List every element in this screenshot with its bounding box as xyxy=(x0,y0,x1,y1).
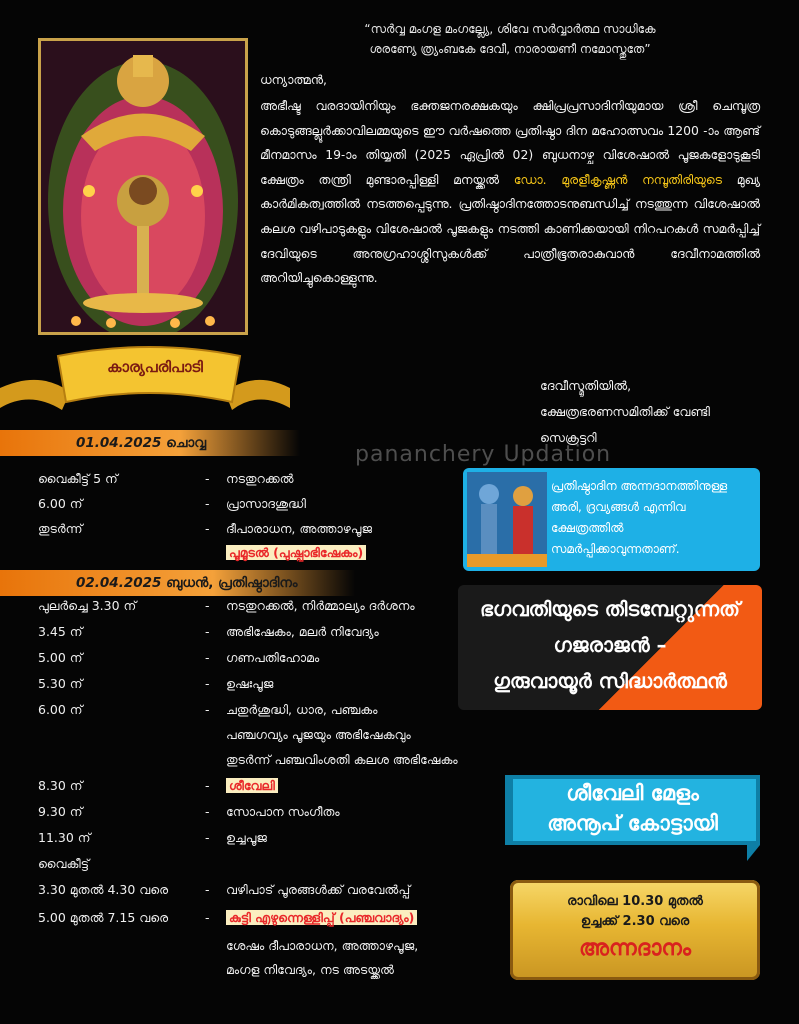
day2-row-7-event: സോപാന സംഗീതം xyxy=(226,804,340,819)
ribbon-label: കാര്യപരിപാടി xyxy=(107,358,203,376)
day2-row-4-event: ഉഷഃപൂജ xyxy=(226,676,274,691)
paragraph-highlight-name: ഡോ. മുരളീകൃഷ്ണൻ നമ്പൂതിരിയുടെ xyxy=(513,171,722,187)
day1-row-3-event: ദീപാരാധന, അത്താഴപൂജ xyxy=(226,521,372,536)
day2-row-1-time: പുലർച്ചെ 3.30 ന് xyxy=(38,598,137,613)
deity-illustration xyxy=(41,41,245,332)
day1-special xyxy=(226,545,366,561)
day1-row-3-time: തുടർന്ന് xyxy=(38,521,83,536)
day2-row-7-dash: - xyxy=(205,804,210,819)
day1-row-1-time: വൈകീട്ട് 5 ന് xyxy=(38,471,118,486)
kutti-ezhunnellippu-label: കുട്ടി എഴുന്നെള്ളിപ്പ് (പഞ്ചവാദ്യം) xyxy=(226,910,417,925)
gaja-line-3: ഗുരുവായൂർ സിദ്ധാർത്ഥൻ xyxy=(493,669,727,693)
day2-row-5-dash: - xyxy=(205,702,210,717)
paragraph-part-2: മുഖ്യ കാർമികത്വത്തിൽ നടത്തപ്പെടുന്നു. പ്രതിഷ്ഠാദിനത്തോടനുബന്ധിച്ച് നടത്തുന്ന വിശേഷാൽ കലശ വഴിപാടുകളും വിശേഷാൽ പൂജകളും നടത്തി കാണിക്കയായി നിറപറകൾ സമർപ്പിച്ച് ദേവിയുടെ അനുഗ്രഹാശ്ശിസുകൾക്ക് പാത്രീഭൂതരാകുവാൻ ദേവീനാമത്തിൽ അറിയിച്ചുകൊള്ളുന്നു. xyxy=(260,171,760,286)
day1-row-2-dash: - xyxy=(205,496,210,511)
day2-row-6-event xyxy=(226,778,278,794)
day2-row-8-time: 11.30 ന് xyxy=(38,830,91,845)
day2-date-bar xyxy=(0,570,355,596)
watermark: pananchery Updation xyxy=(355,442,612,467)
day2-row-2-time: 3.45 ന് xyxy=(38,624,83,639)
annadanam-box xyxy=(510,880,760,980)
anna-title: അന്നദാനം xyxy=(578,936,692,961)
day2-row-6-dash: - xyxy=(205,778,210,793)
day1-date-bar xyxy=(0,430,300,456)
gaja-line-1: ഭഗവതിയുടെ തിടമ്പേറ്റുന്നത് xyxy=(479,597,740,621)
sloka-line-1: “സർവ്വ മംഗള മംഗല്ല്യേ, ശിവേ സർവ്വാർത്ഥ സാധികേ xyxy=(364,22,656,36)
day2-row-1-dash: - xyxy=(205,598,210,613)
info-line-4: സമർപ്പിക്കാവുന്നതാണ്. xyxy=(551,542,680,556)
deity-couple-icon xyxy=(467,472,547,567)
elephant-info-box xyxy=(458,585,762,710)
day2-row-9-time: 3.30 മുതൽ 4.30 വരെ xyxy=(38,882,169,897)
day2-row-10-time: 5.00 മുതൽ 7.15 വരെ xyxy=(38,910,169,925)
day2-row-9-event: വഴിപാട് പൂരങ്ങൾക്ക് വരവേൽപ്പ് xyxy=(226,882,411,897)
gaja-line-2: ഗജരാജൻ – xyxy=(553,633,667,657)
program-ribbon xyxy=(0,340,300,425)
day2-row-8-event: ഉച്ചപൂജ xyxy=(226,830,267,845)
day2-row-4-dash: - xyxy=(205,676,210,691)
signature-line-1: ദേവീസ്മൃതിയിൽ, xyxy=(540,378,632,393)
day1-date: 01.04.2025 xyxy=(76,435,162,451)
day2-row-7-time: 9.30 ന് xyxy=(38,804,83,819)
info-text xyxy=(551,476,756,560)
day2-row-1-event: നടതുറക്കൽ, നിർമ്മാല്യം ദർശനം xyxy=(226,598,415,613)
day1-row-2-event: പ്രാസാദശുദ്ധി xyxy=(226,496,306,511)
temple-deity-photo xyxy=(38,38,248,335)
day1-row-3-dash: - xyxy=(205,521,210,536)
day2-row-5-event: ചതുർശുദ്ധി, ധാര, പഞ്ചകം xyxy=(226,702,378,717)
day2-row-6-time: 8.30 ന് xyxy=(38,778,83,793)
signature-line-2: ക്ഷേത്രഭരണസമിതിക്ക് വേണ്ടി xyxy=(540,404,710,419)
letter-paragraph xyxy=(260,94,760,291)
day2-row-2-event: അഭിഷേകം, മലർ നിവേദ്യം xyxy=(226,624,379,639)
day1-row-1-dash: - xyxy=(205,471,210,486)
day1-special-label: പൂമൂടൽ (പുഷ്പാഭിഷേകം) xyxy=(226,545,366,560)
day2-date: 02.04.2025 xyxy=(76,575,162,591)
day2-row-10-dash: - xyxy=(205,910,210,925)
day2-row-10-event xyxy=(226,910,417,926)
melam-info-box xyxy=(505,775,760,861)
day1-row-2-time: 6.00 ന് xyxy=(38,496,83,511)
final-line-1: ശേഷം ദീപാരാധന, അത്താഴപൂജ, xyxy=(226,938,419,953)
sheeveli-label: ശീവേലി xyxy=(226,778,278,793)
day2-row-4-time: 5.30 ന് xyxy=(38,676,83,691)
day2-row-3-time: 5.00 ന് xyxy=(38,650,83,665)
final-line-2: മംഗള നിവേദ്യം, നട അടയ്ക്കൽ xyxy=(226,962,394,977)
anna-line-2: ഉച്ചക്ക് 2.30 വരെ xyxy=(580,914,690,929)
sloka-line-2: ശരണ്യേ ത്ര്യംബകേ ദേവീ, നാരായണീ നമോസ്തുതേ” xyxy=(369,42,651,56)
melam-line-2: അനൂപ് കോട്ടായി xyxy=(547,811,718,835)
day1-row-1-event: നടതുറക്കൽ xyxy=(226,471,294,486)
day1-weekday: ചൊവ്വ xyxy=(166,435,207,451)
day2-row-3-event: ഗണപതിഹോമം xyxy=(226,650,320,665)
day2-row-9-dash: - xyxy=(205,882,210,897)
day2-row-5-cont-1: പഞ്ചഗവ്യം പൂജയും അഭിഷേകവും xyxy=(226,727,411,742)
day2-weekday: ബുധൻ, പ്രതിഷ്ഠാദിനം xyxy=(166,575,298,591)
salutation: ധന്യാത്മൻ, xyxy=(260,72,327,87)
offering-info-box xyxy=(463,468,760,571)
day2-row-5-cont-2: തുടർന്ന് പഞ്ചവിംശതി കലശ അഭിഷേകം xyxy=(226,752,458,767)
melam-line-1: ശീവേലി മേളം xyxy=(566,781,699,805)
day2-row-3-dash: - xyxy=(205,650,210,665)
info-line-1: പ്രതിഷ്ഠാദിന അന്നദാനത്തിനുള്ള xyxy=(551,479,728,493)
paragraph-part-1: അഭീഷ്ട വരദായിനിയും ഭക്തജനരക്ഷകയും ക്ഷിപ്രപ്രസാദിനിയുമായ ശ്രീ ചെമ്പൂത്ര കൊടുങ്ങല്ലൂർക്കാവിലമ്മയുടെ ഈ വർഷത്തെ പ്രതിഷ്ഠാ ദിന മഹോത്സവം 1200 -ാം ആണ്ട് മീനമാസം 19-ാം തിയ്യതി (2025 ഏപ്രിൽ 02) ബുധനാഴ്ച വിശേഷാൽ പൂജകളോടുകൂടി ക്ഷേത്രം തന്ത്രി മുണ്ടാരപ്പിള്ളി മനയ്ക്കൽ xyxy=(260,98,760,187)
day2-row-8-dash: - xyxy=(205,830,210,845)
info-line-3: ക്ഷേത്രത്തിൽ xyxy=(551,521,624,535)
info-line-2: അരി, ദ്രവ്യങ്ങൾ എന്നിവ xyxy=(551,500,686,514)
evening-label: വൈകീട്ട് xyxy=(38,856,90,871)
day2-row-2-dash: - xyxy=(205,624,210,639)
ribbon-shape xyxy=(0,340,300,425)
anna-line-1: രാവിലെ 10.30 മുതൽ xyxy=(567,894,703,909)
signature-line-3: സെക്രട്ടറി xyxy=(540,430,597,445)
day2-row-5-time: 6.00 ന് xyxy=(38,702,83,717)
